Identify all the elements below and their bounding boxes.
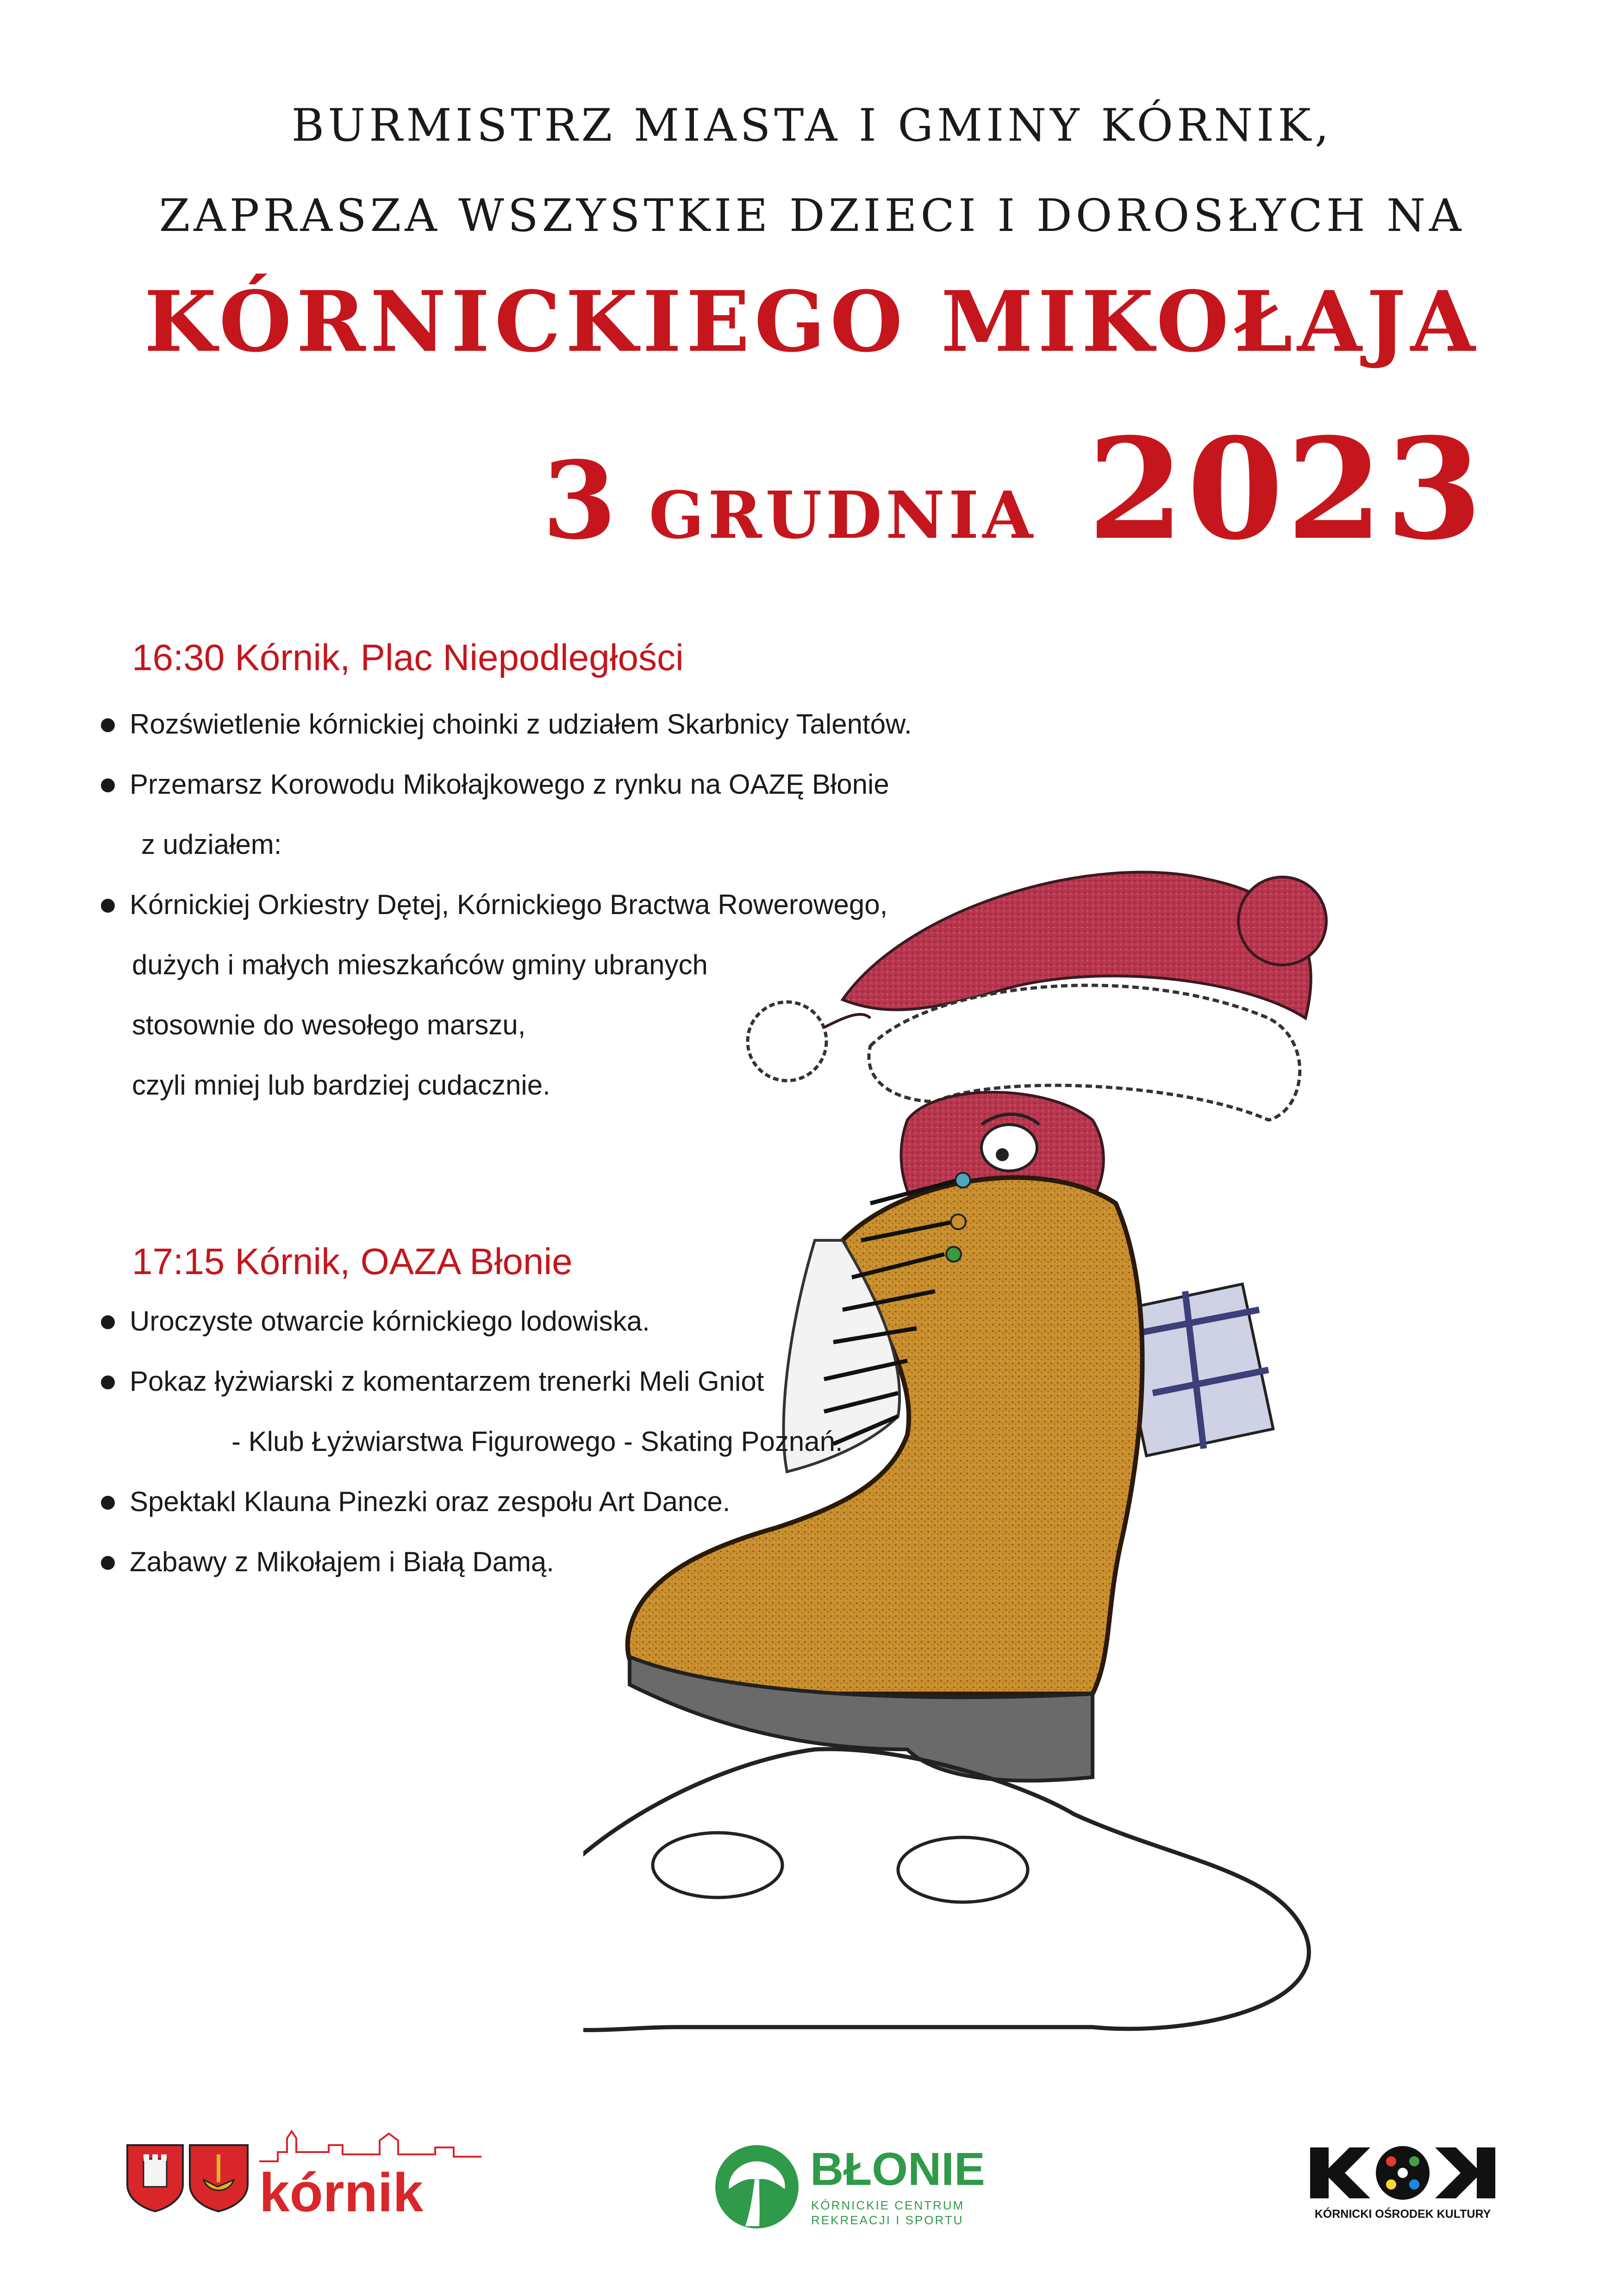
section1-item-continuation: dużych i małych mieszkańców gminy ubranych: [132, 949, 708, 980]
skate-illustration: [583, 824, 1546, 2110]
bullet-icon: [101, 1556, 115, 1570]
palm-tree-icon: [713, 2143, 801, 2231]
section2-item-continuation: - Klub Łyżwiarstwa Figurowego - Skating Poznań.: [231, 1426, 843, 1457]
coat-of-arms-icon: [125, 2143, 250, 2212]
section2-title: 17:15 Kórnik, OAZA Błonie: [132, 1241, 573, 1282]
section1-item-continuation: stosownie do wesołego marszu,: [132, 1009, 526, 1040]
blonie-wordmark: BŁONIE: [810, 2143, 985, 2195]
kok-emblem-icon: [1305, 2143, 1500, 2203]
kornik-wordmark: kórnik: [259, 2162, 424, 2223]
blonie-subtitle-1: KÓRNICKIE CENTRUM: [811, 2198, 965, 2212]
blonie-logo: [713, 2138, 1009, 2231]
section1-item: Kórnickiej Orkiestry Dętej, Kórnickiego Bractwa Rowerowego,: [130, 889, 887, 921]
event-title: KÓRNICKIEGO MIKOŁAJA: [144, 273, 1480, 371]
section1-title: 16:30 Kórnik, Plac Niepodległości: [132, 637, 684, 678]
lace-eyelet-icon: [956, 1173, 970, 1188]
date-month: GRUDNIA: [649, 478, 1037, 554]
section1-item: Rozświetlenie kórnickiej choinki z udziałem Skarbnicy Talentów.: [130, 708, 912, 740]
date-day: 3: [542, 438, 617, 563]
section2-item: Pokaz łyżwiarski z komentarzem trenerki Meli Gniot: [130, 1365, 764, 1397]
kornik-logo: [125, 2129, 495, 2221]
bullet-icon: [101, 899, 115, 913]
skyline-icon: [259, 2129, 481, 2166]
kok-logo: [1305, 2143, 1500, 2226]
bullet-icon: [101, 1315, 115, 1329]
event-date: [543, 407, 1486, 571]
bullet-icon: [101, 1375, 115, 1389]
bullet-icon: [101, 778, 115, 792]
date-year: 2023: [1087, 407, 1485, 571]
lace-eyelet-icon: [951, 1214, 966, 1229]
kok-subtitle: KÓRNICKI OŚRODEK KULTURY: [1314, 2208, 1491, 2221]
section2-item: Spektakl Klauna Pinezki oraz zespołu Art Dance.: [130, 1486, 730, 1518]
bullet-icon: [101, 718, 115, 732]
bullet-icon: [101, 1496, 115, 1510]
section1-item-continuation: z udziałem:: [141, 829, 282, 860]
section1-item: Przemarsz Korowodu Mikołajkowego z rynku na OAZĘ Błonie: [130, 768, 889, 800]
section2-item: Zabawy z Mikołajem i Białą Damą.: [130, 1546, 554, 1578]
blade-hole: [653, 1833, 782, 1898]
lace-eyelet-icon: [946, 1247, 961, 1262]
section2-item: Uroczyste otwarcie kórnickiego lodowiska.: [130, 1305, 650, 1337]
section1-item-continuation: czyli mniej lub bardziej cudacznie.: [132, 1070, 550, 1101]
blade-hole: [898, 1837, 1028, 1902]
blonie-subtitle-2: REKREACJI I SPORTU: [811, 2213, 964, 2227]
invite-line-2: ZAPRASZA WSZYSTKIE DZIECI I DOROSŁYCH NA: [159, 190, 1465, 242]
invite-line-1: BURMISTRZ MIASTA I GMINY KÓRNIK,: [291, 100, 1333, 151]
